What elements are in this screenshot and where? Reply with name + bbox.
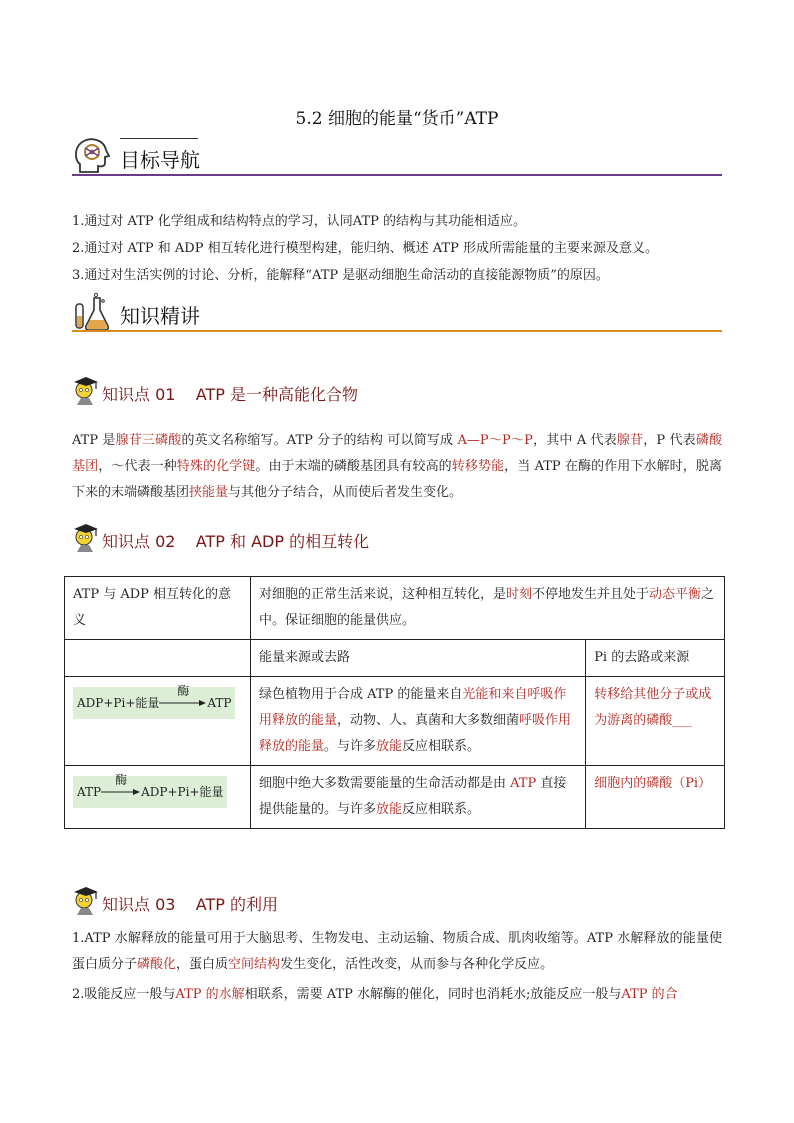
- keyword: 动态平衡: [649, 587, 702, 602]
- keyword: ATP 的水解: [175, 987, 245, 1002]
- text-run: 2.吸能反应一般与: [72, 987, 176, 1002]
- text-run: 与其他分子结合，从而使后者发生变化。: [228, 485, 463, 500]
- keyword: 光能和来自呼吸作用释放的能量: [258, 687, 567, 728]
- paragraph-atp-use: [72, 926, 722, 1008]
- section-header-goals: [72, 136, 722, 176]
- knowledge-point-title: 知识点 03 ATP 的利用: [102, 895, 279, 914]
- keyword: 特殊的化学键: [176, 459, 256, 474]
- text-run: 绿色植物用于合成 ATP 的能量来自: [258, 687, 463, 702]
- text-run: 之中。保证细胞的能量供应。: [258, 587, 715, 628]
- enzyme-arrow: [159, 684, 207, 716]
- text-run: 不停地发生并且处于: [532, 587, 650, 602]
- formula-text: ATP: [207, 696, 232, 710]
- keyword: ATP: [510, 776, 537, 791]
- text-run: 细胞中绝大多数需要能量的生命活动都是由: [258, 776, 511, 791]
- section-rule: [72, 330, 722, 332]
- keyword: 时刻: [505, 587, 532, 602]
- synthesis-formula: [73, 684, 235, 719]
- text-run: ，动物、人、真菌和大多数细菌: [336, 713, 519, 728]
- text-run: ，当 ATP 在酶的作用下水解时，脱离下来的末端磷酸基团: [72, 459, 722, 500]
- keyword: 放能: [375, 802, 402, 817]
- text-run: 对细胞的正常生活来说，这种相互转化，是: [258, 587, 506, 602]
- table-cell: [65, 640, 251, 677]
- student-graduate-icon: [72, 374, 106, 408]
- table-row: [65, 640, 725, 677]
- hydrolysis-formula: [73, 773, 227, 808]
- paragraph-atp-definition: [72, 428, 722, 506]
- enzyme-arrow: [101, 773, 141, 805]
- goal-item: 3.通过对生活实例的讨论、分析，能解释“ATP 是驱动细胞生命活动的直接能源物质”的原因。: [72, 268, 609, 283]
- table-row: [65, 577, 725, 640]
- section-title-knowledge: 知识精讲: [120, 304, 200, 328]
- table-cell: [250, 677, 585, 766]
- atp-adp-table: [64, 576, 725, 829]
- keyword: 磷酸化: [137, 957, 177, 972]
- keyword: ATP 的合: [621, 987, 678, 1002]
- keyword: 腺苷三磷酸: [115, 433, 182, 448]
- table-row: [65, 677, 725, 766]
- enzyme-label: 酶: [177, 684, 190, 698]
- paragraph-text: [72, 428, 722, 506]
- page-title: 5.2 细胞的能量“货币”ATP: [295, 109, 499, 129]
- paragraph-text: [72, 926, 722, 978]
- keyword: 挟能量: [189, 485, 229, 500]
- table-cell: 细胞内的磷酸（Pi）: [586, 766, 725, 829]
- text-run: ，P 代表: [643, 433, 696, 448]
- goal-item: 2.通过对 ATP 和 ADP 相互转化进行模型构建，能归纳、概述 ATP 形成所需能量的主要来源及意义。: [72, 241, 658, 256]
- text-run: ATP 是: [72, 433, 116, 448]
- keyword: A—P～P～P: [457, 433, 533, 448]
- student-graduate-icon: [72, 884, 106, 918]
- text-run: 1.ATP 水解释放的能量可用于大脑思考、生物发电、主动运输、物质合成、肌肉收缩等。ATP 水解释放的能量使蛋白质分子: [72, 931, 722, 972]
- table-cell: [65, 766, 251, 829]
- keyword: 呼吸作用释放的能量: [258, 713, 572, 754]
- formula-text: ADP+Pi+能量: [77, 696, 160, 710]
- section-rule: [72, 174, 722, 176]
- text-run: 直接提供能量的。与许多: [258, 776, 567, 817]
- knowledge-point-title: 知识点 02 ATP 和 ADP 的相互转化: [102, 532, 370, 551]
- table-cell: [250, 577, 724, 640]
- goals-list: [72, 208, 732, 289]
- head-gear-icon: [72, 136, 114, 176]
- keyword: 空间结构: [228, 957, 281, 972]
- enzyme-label: 酶: [115, 773, 128, 787]
- keyword: 转移势能: [451, 459, 505, 474]
- text-run: 反应相联系。: [402, 802, 481, 817]
- section-overline: [120, 138, 198, 139]
- knowledge-point-title: 知识点 01 ATP 是一种高能化合物: [102, 385, 359, 404]
- text-run: 发生变化，活性改变，从而参与各种化学反应。: [280, 957, 554, 972]
- knowledge-point-03-header: [72, 884, 572, 918]
- table-cell: [250, 766, 585, 829]
- section-title-goals: 目标导航: [120, 148, 200, 172]
- lab-flask-icon: [72, 292, 114, 332]
- paragraph-text: [72, 982, 722, 1008]
- goal-item: 1.通过对 ATP 化学组成和结构特点的学习，认同ATP 的结构与其功能相适应。: [72, 214, 526, 229]
- table-cell: Pi 的去路或来源: [586, 640, 725, 677]
- text-run: 的英文名称缩写。ATP 分子的结构 可以简写成: [181, 433, 458, 448]
- knowledge-point-02-header: [72, 521, 572, 555]
- section-header-knowledge: [72, 292, 722, 332]
- text-run: 反应相联系。: [402, 739, 481, 754]
- table-cell: [65, 677, 251, 766]
- student-graduate-icon: [72, 521, 106, 555]
- text-run: ，其中 A 代表: [532, 433, 617, 448]
- keyword: 磷酸基团: [72, 433, 722, 474]
- table-cell: 转移给其他分子或成为游离的磷酸___: [586, 677, 725, 766]
- formula-text: ATP: [77, 785, 102, 799]
- text-run: ，～代表一种: [98, 459, 177, 474]
- table-cell: ATP 与 ADP 相互转化的意义: [65, 577, 251, 640]
- keyword: 腺苷: [616, 433, 644, 448]
- text-run: 。与许多: [323, 739, 376, 754]
- knowledge-point-01-header: [72, 374, 572, 408]
- table-row: [65, 766, 725, 829]
- table-cell: 能量来源或去路: [250, 640, 585, 677]
- keyword: 放能: [376, 739, 403, 754]
- formula-text: ADP+Pi+能量: [141, 785, 224, 799]
- text-run: ，蛋白质: [176, 957, 229, 972]
- text-run: 。由于末端的磷酸基团具有较高的: [255, 459, 452, 474]
- text-run: 相联系，需要 ATP 水解酶的催化，同时也消耗水;放能反应一般与: [244, 987, 622, 1002]
